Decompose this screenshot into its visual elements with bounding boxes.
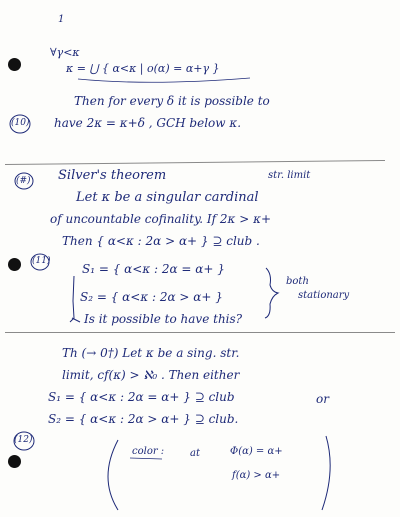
page-number: 1 [58, 14, 65, 25]
section1-line3: Then for every δ it is possible to [74, 94, 270, 108]
section3-line1: Th (→ 0†) Let κ be a sing. str. [62, 346, 240, 360]
set-s2: S₂ = { α<κ : 2α > α+ } [80, 290, 223, 304]
section4-label: color : [132, 446, 165, 457]
section2-question: Is it possible to have this? [84, 312, 243, 326]
section2-line2: of uncountable cofinality. If 2κ > κ+ [50, 212, 272, 226]
brace-note-both: both [286, 276, 309, 287]
section2-marker: (11) [32, 256, 51, 266]
section1-line1: ∀γ<κ [50, 46, 80, 59]
section2-line3: Then { α<κ : 2α > α+ } ⊇ club . [62, 234, 260, 248]
section4-line1: Φ(α) = α+ [230, 446, 283, 457]
big-paren [108, 440, 118, 510]
section1-line2: κ = ⋃ { α<κ | o(α) = α+γ } [66, 62, 220, 75]
set-s1: S₁ = { α<κ : 2α = α+ } [82, 262, 225, 276]
section2-line1: Let κ be a singular cardinal [76, 190, 259, 205]
question-pointer [72, 318, 80, 322]
section3-line3: S₁ = { α<κ : 2α = α+ } ⊇ club [48, 390, 235, 404]
binder-hole-middle [8, 258, 21, 271]
underline-union [78, 78, 250, 82]
section2-marker-top: (#) [16, 176, 31, 186]
section1-marker: (10) [11, 118, 30, 128]
section4-at: at [190, 448, 200, 459]
right-brace [265, 268, 278, 318]
brace-note-stationary: stationary [298, 290, 350, 301]
section3-marker: (12) [14, 435, 33, 445]
section1-line4: have 2κ = κ+δ , GCH below κ. [54, 116, 242, 130]
binder-hole-top [8, 58, 21, 71]
underline-color [130, 458, 162, 459]
section2-title-note: str. limit [268, 170, 311, 181]
binder-hole-bottom [8, 455, 21, 468]
separator-1 [5, 160, 385, 165]
section3-line2: limit, cf(κ) > ℵ₀ . Then either [62, 368, 240, 382]
set-box [70, 276, 74, 322]
section2-title: Silver's theorem [58, 168, 167, 183]
section4-line2: f(α) > α+ [232, 470, 281, 481]
separator-2 [5, 332, 395, 333]
big-paren-right [322, 436, 330, 510]
section3-line3-tail: or [316, 392, 329, 406]
section3-line4: S₂ = { α<κ : 2α > α+ } ⊇ club. [48, 412, 239, 426]
